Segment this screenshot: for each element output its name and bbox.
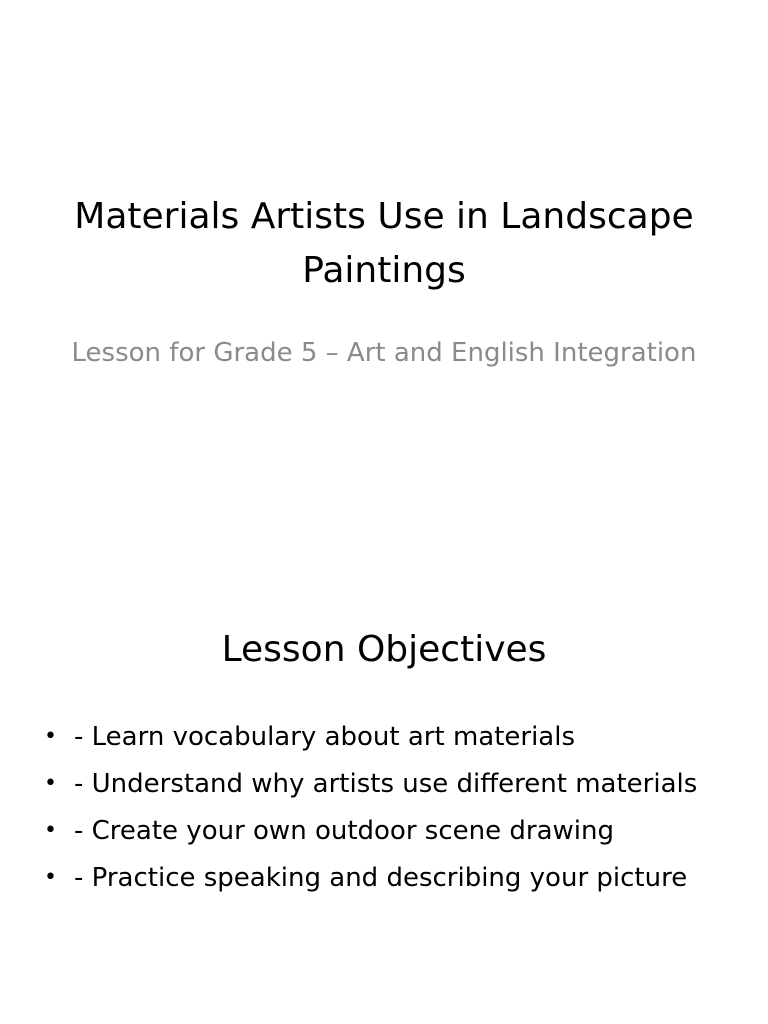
objective-text: - Create your own outdoor scene drawing [74, 816, 614, 846]
objective-text: - Understand why artists use different materials [74, 769, 698, 799]
bullet-icon: • [44, 771, 57, 796]
objectives-slide [0, 512, 768, 1024]
list-item [40, 716, 740, 758]
slide-subtitle: Lesson for Grade 5 – Art and English Integration [71, 338, 697, 368]
bullet-icon: • [44, 818, 57, 843]
objective-text: - Practice speaking and describing your picture [74, 863, 688, 893]
slide-title: Materials Artists Use in Landscape Paintings [74, 196, 694, 291]
bullet-icon: • [44, 865, 57, 890]
objective-text: - Learn vocabulary about art materials [74, 722, 576, 752]
list-item [40, 810, 740, 852]
objectives-title: Lesson Objectives [221, 629, 547, 670]
objectives-list [40, 716, 740, 904]
list-item [40, 857, 740, 899]
bullet-icon: • [44, 724, 57, 749]
list-item [40, 763, 740, 805]
